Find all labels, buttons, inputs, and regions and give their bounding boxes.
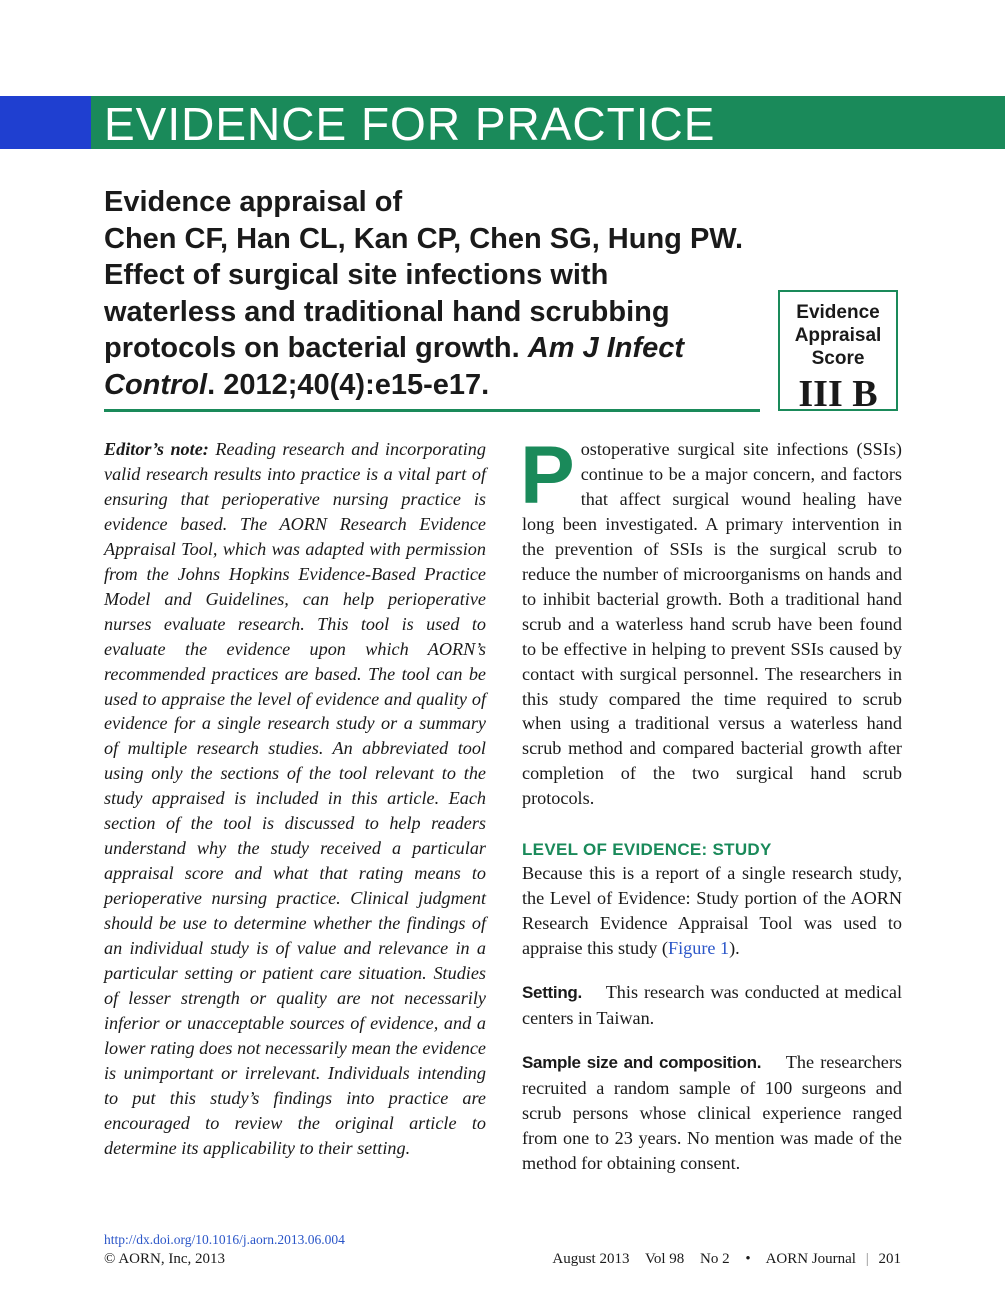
title-journal-part-1: Am J Infect bbox=[527, 332, 685, 364]
intro-paragraph bbox=[520, 430, 902, 811]
setting-text: This research was conducted at medical centers in Taiwan. bbox=[522, 982, 902, 1029]
intro-text: ostoperative surgical site infections (SSIs) continue to be a major concern, and factors that affect surgical wound healing have long been investigated. A primary intervention in the prevention of SSIs is the surgical scrub to reduce the number of microorganisms on hands and to inhibit bacterial growth. Both a traditional hand scrub and a waterless hand scrub have been found to be effective in helping to prevent SSIs caused by contact with surgical personnel. The researchers in this study compared the time required to scrub when using a traditional versus a waterless hand scrub method and compared bacterial growth after completion of the two surgical hand scrub protocols. bbox=[522, 439, 902, 809]
footer-bullet: • bbox=[745, 1251, 751, 1267]
banner-blue-block bbox=[0, 96, 91, 149]
article-title bbox=[104, 184, 764, 403]
title-journal-part-2: Control bbox=[104, 368, 208, 401]
editors-note bbox=[104, 437, 486, 1161]
title-line-1: Evidence appraisal of bbox=[104, 186, 403, 218]
score-label-line-2: Appraisal bbox=[794, 325, 882, 346]
drop-cap: P bbox=[520, 430, 575, 521]
section-banner bbox=[0, 96, 1005, 149]
sample-text: The researchers recruited a random sample of 100 surgeons and scrub persons whose clinical experience ranged from one to 23 years. No mention was made of the method for obtaining consent. bbox=[522, 1052, 903, 1173]
issue-date: August 2013 bbox=[552, 1251, 630, 1267]
page-number: 201 bbox=[878, 1251, 901, 1267]
score-value: III B bbox=[798, 373, 878, 415]
copyright: © AORN, Inc, 2013 bbox=[104, 1251, 225, 1267]
journal-name: AORN Journal bbox=[765, 1251, 856, 1267]
evidence-score-box bbox=[778, 290, 898, 415]
footer-separator: | bbox=[865, 1251, 869, 1267]
title-line-5-text: protocols on bacterial growth. bbox=[104, 332, 528, 364]
score-label-line-1: Evidence bbox=[796, 302, 880, 323]
sample-label: Sample size and composition. bbox=[522, 1053, 762, 1073]
page-footer bbox=[552, 1251, 901, 1268]
issue-volume: Vol 98 bbox=[644, 1251, 685, 1267]
issue-number: No 2 bbox=[700, 1251, 730, 1267]
level-of-evidence-heading: LEVEL OF EVIDENCE: STUDY bbox=[522, 840, 772, 860]
title-citation: . 2012;40(4):e15-e17. bbox=[207, 368, 490, 401]
level-of-evidence-paragraph bbox=[522, 861, 902, 961]
title-line-3: Effect of surgical site infections with bbox=[104, 259, 609, 291]
setting-paragraph bbox=[522, 980, 902, 1031]
title-underline bbox=[104, 409, 760, 412]
score-label-line-3: Score bbox=[811, 348, 865, 369]
level-text-before: Because this is a report of a single research study, the Level of Evidence: Study portion of the AORN Research Evidence Appraisal Tool was used to appraise this study ( bbox=[522, 863, 902, 959]
doi-link[interactable]: http://dx.doi.org/10.1016/j.aorn.2013.06.004 bbox=[104, 1232, 345, 1247]
title-line-4: waterless and traditional hand scrubbing bbox=[104, 295, 670, 328]
editors-note-text: Reading research and incorporating valid research results into practice is a vital part of ensuring that perioperative nursing practice is evidence based. The AORN Research Evidence Appraisal Tool, which was adapted with permission from the Johns Hopkins Evidence-Based Practice Model and Guidelines, can help perioperative nurses evaluate research. This tool is used to evaluate the evidence upon which AORN’s recommended practices are based. The tool can be used to appraise the level of evidence and quality of evidence for a single research study or a summary of multiple research studies. An abbreviated tool using only the sections of the tool relevant to the study appraised is included in this article. Each section of the tool is discussed to help readers understand why the study received a particular appraisal score and what that rating means to perioperative nursing practice. Clinical judgment should be use to determine whether the findings of an individual study is of value and relevance in a particular setting or patient care situation. Studies of lesser strength or quality are not necessarily inferior or unacceptable sources of evidence, and a lower rating does not necessarily mean the evidence is unimportant or irrelevant. Individuals intending to put this study’s findings into practice are encouraged to review the original article to determine its applicability to their setting. bbox=[104, 439, 486, 1158]
banner-title: EVIDENCE FOR PRACTICE bbox=[104, 98, 716, 150]
figure-1-link[interactable]: Figure 1 bbox=[667, 938, 730, 959]
title-line-2: Chen CF, Han CL, Kan CP, Chen SG, Hung PW. bbox=[104, 222, 744, 255]
level-text-after: ). bbox=[729, 938, 740, 959]
title-line-5 bbox=[104, 330, 764, 367]
setting-label: Setting. bbox=[522, 983, 582, 1003]
score-label bbox=[780, 301, 896, 370]
sample-paragraph bbox=[522, 1050, 902, 1176]
article-body bbox=[520, 430, 903, 1176]
title-line-6 bbox=[104, 367, 764, 404]
editors-note-label: Editor’s note: bbox=[104, 439, 209, 459]
